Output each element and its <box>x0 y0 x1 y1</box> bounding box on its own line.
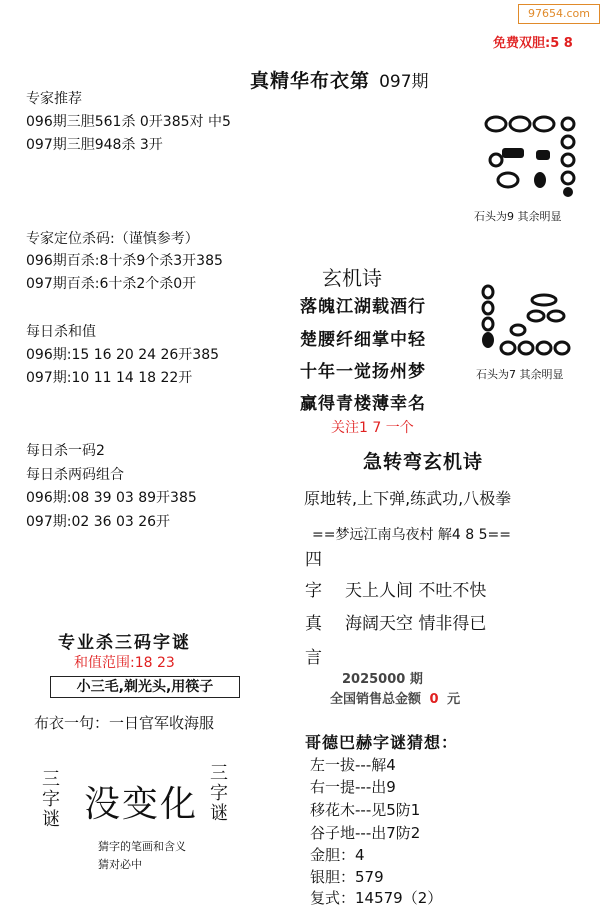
riddle-side-right: 三字谜 <box>210 763 228 824</box>
sales-value: 0 <box>429 692 439 707</box>
riddle-note-2: 猜对必中 <box>98 858 142 871</box>
riddle-sum-range: 和值范围:18 23 <box>74 655 175 671</box>
sales-label: 全国销售总金额 <box>330 692 422 707</box>
si-char-1: 四 <box>305 550 322 570</box>
stones-caption-1: 石头为9 其余明显 <box>474 210 562 223</box>
si-char-2: 字 <box>305 581 322 601</box>
one-code-kill: 每日杀一码2 <box>26 443 105 459</box>
poem-line-3: 十年一觉扬州梦 <box>300 362 426 382</box>
dream-line: ==梦远江南乌夜村 解4 8 5== <box>312 527 511 543</box>
gold-pick: 金胆：4 <box>310 846 365 864</box>
riddle-hint: 小三毛,剃光头,用筷子 <box>50 676 240 698</box>
si-text-2: 天上人间 不吐不快 <box>345 581 487 601</box>
si-char-4: 言 <box>305 648 322 668</box>
goethe-line-2: 右一提---出9 <box>310 778 396 796</box>
position-title: 专家定位杀码:（谨慎参考） <box>26 231 199 247</box>
title-main: 真精华布衣第 <box>250 70 371 92</box>
stones-picture-2 <box>478 282 588 362</box>
daily-sum-title: 每日杀和值 <box>26 324 96 340</box>
riddle-answer: 没变化 <box>84 784 199 825</box>
two-code-title: 每日杀两码组合 <box>26 467 124 483</box>
combo-pick: 复式：14579（2） <box>310 889 443 907</box>
poem-line-2: 楚腰纤细掌中轻 <box>300 330 426 350</box>
silver-pick: 银胆：579 <box>310 868 384 886</box>
riddle-note-1: 猜字的笔画和含义 <box>98 840 186 853</box>
expert-title: 专家推荐 <box>26 91 82 107</box>
daily-sum-line-1: 096期:15 16 20 24 26开385 <box>26 347 220 363</box>
expert-line-2: 097期三胆948杀 3开 <box>26 137 163 153</box>
riddle-title: 专业杀三码字谜 <box>58 633 191 653</box>
page-title <box>250 66 429 93</box>
poem-line-4: 赢得青楼薄幸名 <box>300 394 426 414</box>
two-code-line-1: 096期:08 39 03 89开385 <box>26 490 197 506</box>
position-line-2: 097期百杀:6十杀2个杀0开 <box>26 276 197 292</box>
turn-title: 急转弯玄机诗 <box>363 451 484 473</box>
poem-line-1: 落魄江湖载酒行 <box>300 297 426 317</box>
two-code-line-2: 097期:02 36 03 26开 <box>26 514 171 530</box>
title-issue: 097期 <box>379 72 429 92</box>
si-char-3: 真 <box>305 614 322 634</box>
si-text-3: 海阔天空 情非得已 <box>345 614 487 634</box>
goethe-title: 哥德巴赫字谜猜想： <box>305 733 459 752</box>
stones-caption-2: 石头为7 其余明显 <box>476 368 564 381</box>
sales-issue: 2025000 期 <box>342 672 423 687</box>
riddle-side-left: 三字谜 <box>42 769 60 830</box>
sales-line <box>330 688 460 707</box>
buyi-line: 布衣一句：一日官军收海服 <box>34 714 215 732</box>
sales-unit: 元 <box>447 692 461 707</box>
position-line-1: 096期百杀:8十杀9个杀3开385 <box>26 253 223 269</box>
free-double-pick: 免费双胆:5 8 <box>493 36 573 51</box>
goethe-line-1: 左一拔---解4 <box>310 756 396 774</box>
turn-line: 原地转,上下弹,练武功,八极拳 <box>304 489 512 508</box>
daily-sum-line-2: 097期:10 11 14 18 22开 <box>26 370 193 386</box>
focus-note: 关注1 7 一个 <box>331 420 414 436</box>
poem-title: 玄机诗 <box>322 266 382 290</box>
goethe-line-4: 谷子地---出7防2 <box>310 824 421 842</box>
goethe-line-3: 移花木---见5防1 <box>310 801 421 819</box>
stones-picture-1 <box>472 110 584 210</box>
expert-line-1: 096期三胆561杀 0开385对 中5 <box>26 114 231 130</box>
site-watermark[interactable]: 97654.com <box>518 4 600 24</box>
